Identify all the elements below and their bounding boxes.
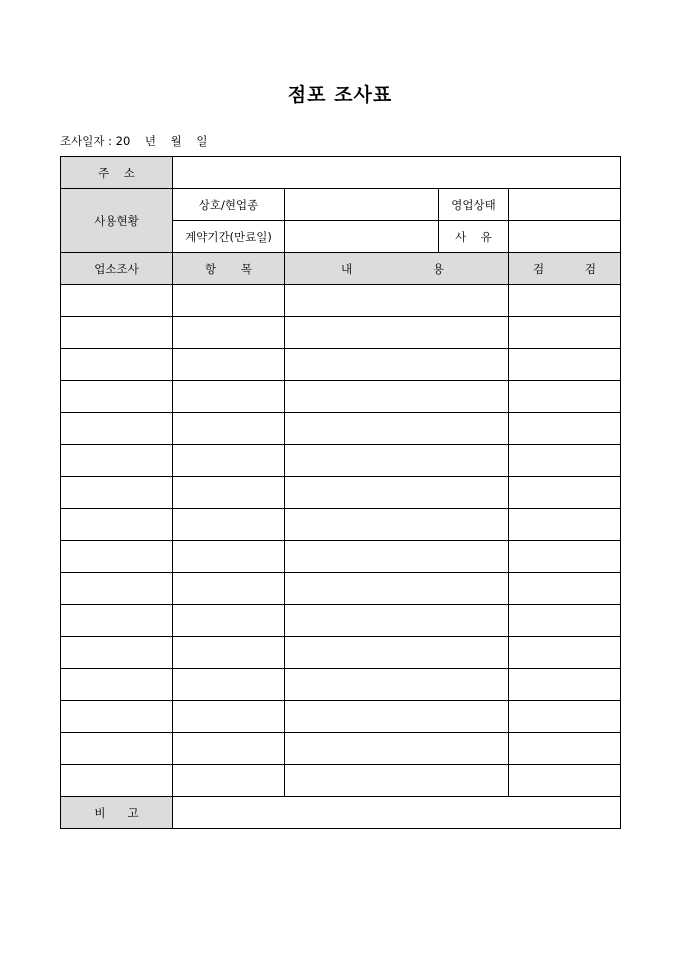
check-cell[interactable] [509, 573, 621, 605]
table-row [61, 541, 621, 573]
reason-field[interactable] [509, 221, 621, 253]
check-cell[interactable] [509, 285, 621, 317]
remarks-label: 비 고 [61, 797, 173, 829]
content-cell[interactable] [285, 509, 509, 541]
category-cell[interactable] [61, 765, 173, 797]
table-row [61, 413, 621, 445]
content-cell[interactable] [285, 285, 509, 317]
check-cell[interactable] [509, 701, 621, 733]
table-row [61, 669, 621, 701]
content-cell[interactable] [285, 317, 509, 349]
check-cell[interactable] [509, 605, 621, 637]
category-cell[interactable] [61, 669, 173, 701]
check-header-left: 검 [533, 261, 545, 276]
check-cell[interactable] [509, 637, 621, 669]
category-header: 업소조사 [61, 253, 173, 285]
contract-label: 계약기간(만료일) [173, 221, 285, 253]
item-cell[interactable] [173, 477, 285, 509]
contract-field[interactable] [285, 221, 439, 253]
category-cell[interactable] [61, 605, 173, 637]
usage-label: 사용현황 [61, 189, 173, 253]
table-row [61, 285, 621, 317]
content-cell[interactable] [285, 445, 509, 477]
item-cell[interactable] [173, 573, 285, 605]
address-field[interactable] [173, 157, 621, 189]
category-cell[interactable] [61, 285, 173, 317]
status-label: 영업상태 [439, 189, 509, 221]
content-cell[interactable] [285, 381, 509, 413]
table-row [61, 733, 621, 765]
item-cell[interactable] [173, 637, 285, 669]
content-cell[interactable] [285, 637, 509, 669]
item-header-left: 항 [205, 261, 217, 276]
check-cell[interactable] [509, 541, 621, 573]
table-row [61, 765, 621, 797]
table-row [61, 317, 621, 349]
item-cell[interactable] [173, 669, 285, 701]
content-cell[interactable] [285, 541, 509, 573]
category-cell[interactable] [61, 573, 173, 605]
item-header-right: 목 [240, 261, 252, 276]
content-cell[interactable] [285, 701, 509, 733]
category-cell[interactable] [61, 541, 173, 573]
check-cell[interactable] [509, 317, 621, 349]
check-cell[interactable] [509, 445, 621, 477]
content-cell[interactable] [285, 349, 509, 381]
check-cell[interactable] [509, 349, 621, 381]
item-cell[interactable] [173, 701, 285, 733]
content-cell[interactable] [285, 413, 509, 445]
item-cell[interactable] [173, 381, 285, 413]
reason-label: 사 유 [439, 221, 509, 253]
content-cell[interactable] [285, 669, 509, 701]
item-cell[interactable] [173, 509, 285, 541]
content-header-left: 내 [341, 261, 353, 276]
table-row [61, 381, 621, 413]
category-cell[interactable] [61, 637, 173, 669]
usage-row-1 [61, 189, 621, 221]
address-row [61, 157, 621, 189]
content-cell[interactable] [285, 477, 509, 509]
survey-form-table [60, 156, 621, 829]
check-header [509, 253, 621, 285]
check-cell[interactable] [509, 509, 621, 541]
category-cell[interactable] [61, 381, 173, 413]
table-row [61, 637, 621, 669]
check-cell[interactable] [509, 733, 621, 765]
status-field[interactable] [509, 189, 621, 221]
content-cell[interactable] [285, 765, 509, 797]
survey-date-line: 조사일자 : 20 년 월 일 [60, 134, 208, 148]
category-cell[interactable] [61, 477, 173, 509]
table-row [61, 445, 621, 477]
survey-header-row [61, 253, 621, 285]
check-cell[interactable] [509, 765, 621, 797]
check-cell[interactable] [509, 381, 621, 413]
content-header [285, 253, 509, 285]
item-header [173, 253, 285, 285]
item-cell[interactable] [173, 605, 285, 637]
page-title: 점포 조사표 [287, 84, 393, 106]
category-cell[interactable] [61, 413, 173, 445]
item-cell[interactable] [173, 541, 285, 573]
content-cell[interactable] [285, 573, 509, 605]
table-row [61, 701, 621, 733]
content-cell[interactable] [285, 733, 509, 765]
item-cell[interactable] [173, 413, 285, 445]
content-header-right: 용 [432, 261, 444, 276]
check-cell[interactable] [509, 477, 621, 509]
table-row [61, 477, 621, 509]
business-label: 상호/현업종 [173, 189, 285, 221]
remarks-field[interactable] [173, 797, 621, 829]
category-cell[interactable] [61, 701, 173, 733]
item-cell[interactable] [173, 765, 285, 797]
item-cell[interactable] [173, 733, 285, 765]
category-cell[interactable] [61, 509, 173, 541]
business-field[interactable] [285, 189, 439, 221]
check-header-right: 검 [584, 261, 596, 276]
item-cell[interactable] [173, 349, 285, 381]
check-cell[interactable] [509, 413, 621, 445]
category-cell[interactable] [61, 317, 173, 349]
table-row [61, 573, 621, 605]
content-cell[interactable] [285, 605, 509, 637]
remarks-row [61, 797, 621, 829]
item-cell[interactable] [173, 285, 285, 317]
category-cell[interactable] [61, 445, 173, 477]
item-cell[interactable] [173, 445, 285, 477]
table-row [61, 605, 621, 637]
item-cell[interactable] [173, 317, 285, 349]
category-cell[interactable] [61, 349, 173, 381]
check-cell[interactable] [509, 669, 621, 701]
address-label: 주 소 [61, 157, 173, 189]
table-row [61, 509, 621, 541]
category-cell[interactable] [61, 733, 173, 765]
table-row [61, 349, 621, 381]
